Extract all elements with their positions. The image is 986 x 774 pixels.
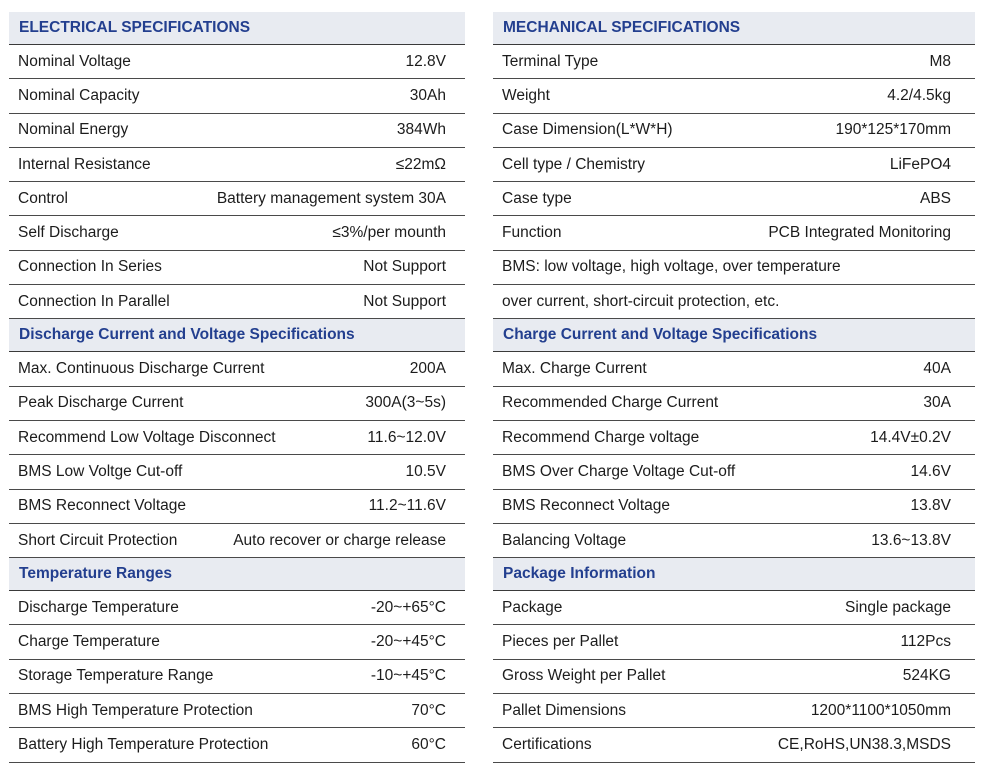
spec-label: Charge Temperature [18,633,160,651]
spec-row [9,216,465,250]
spec-value: -10~+45°C [370,667,446,685]
spec-value: 200A [409,360,446,378]
spec-value: 11.6~12.0V [367,428,446,446]
spec-value: 14.4V±0.2V [870,428,951,446]
spec-label: Package [502,598,563,616]
spec-row [493,79,975,113]
spec-value: 10.5V [405,462,446,480]
spec-row [9,45,465,79]
section-charge-current-and-voltage-specifications [493,319,975,558]
spec-value: -20~+45°C [370,633,446,651]
spec-row [493,387,975,421]
spec-value: 4.2/4.5kg [887,86,951,104]
spec-row [493,591,975,625]
spec-row [493,148,975,182]
spec-value: 11.2~11.6V [368,497,446,515]
spec-label: Max. Charge Current [502,360,647,378]
spec-label: Storage Temperature Range [18,667,214,685]
spec-row [493,524,975,558]
spec-value: PCB Integrated Monitoring [768,224,951,242]
spec-value: CE,RoHS,UN38.3,MSDS [777,735,951,753]
spec-row [9,114,465,148]
spec-label: Short Circuit Protection [18,531,178,549]
spec-value: 384Wh [396,121,446,139]
spec-label: Cell type / Chemistry [502,155,645,173]
spec-row [493,490,975,524]
spec-label: Gross Weight per Pallet [502,667,666,685]
spec-row [493,694,975,728]
spec-label: Certifications [502,735,592,753]
spec-label: Control [18,189,68,207]
spec-row [9,694,465,728]
spec-label: Battery High Temperature Protection [18,735,269,753]
spec-row [9,387,465,421]
spec-value: 190*125*170mm [835,121,951,139]
spec-label: Recommended Charge Current [502,394,719,412]
spec-row [9,455,465,489]
spec-row [493,455,975,489]
spec-row [493,285,975,319]
spec-value: 524KG [902,667,951,685]
spec-label: BMS High Temperature Protection [18,701,253,719]
spec-label: Terminal Type [502,52,599,70]
spec-value: Battery management system 30A [216,189,446,207]
spec-value: 40A [923,360,951,378]
spec-row [493,660,975,694]
spec-row [493,421,975,455]
spec-label: Connection In Parallel [18,292,170,310]
spec-row [9,148,465,182]
spec-value: Single package [845,598,951,616]
spec-label: Discharge Temperature [18,598,179,616]
spec-label: Pieces per Pallet [502,633,619,651]
section-header: Temperature Ranges [9,558,465,591]
spec-row [9,251,465,285]
spec-row [9,490,465,524]
section-header: Charge Current and Voltage Specifications [493,319,975,352]
left-spec-column [9,12,465,763]
spec-label: Internal Resistance [18,155,151,173]
spec-label: Nominal Voltage [18,52,131,70]
spec-value: Auto recover or charge release [233,531,446,549]
section-discharge-current-and-voltage-specifications [9,319,465,558]
spec-label: BMS Reconnect Voltage [18,497,187,515]
spec-value: 30Ah [409,86,446,104]
spec-value: 12.8V [405,52,446,70]
section-mechanical-specifications [493,12,975,319]
spec-label: Recommend Charge voltage [502,428,700,446]
spec-value: ABS [919,189,951,207]
spec-label: Nominal Energy [18,121,129,139]
spec-row [9,352,465,386]
spec-label: BMS Over Charge Voltage Cut-off [502,462,736,480]
spec-row [9,591,465,625]
spec-row [493,625,975,659]
section-header: MECHANICAL SPECIFICATIONS [493,12,975,45]
section-header: ELECTRICAL SPECIFICATIONS [9,12,465,45]
section-header: Discharge Current and Voltage Specifications [9,319,465,352]
spec-row [9,660,465,694]
spec-value: 60°C [411,735,446,753]
spec-label: BMS Reconnect Voltage [502,497,671,515]
section-temperature-ranges [9,558,465,762]
spec-label: over current, short-circuit protection, etc. [502,292,780,310]
spec-label: Case Dimension(L*W*H) [502,121,673,139]
spec-value: 13.8V [910,497,951,515]
spec-label: Max. Continuous Discharge Current [18,360,265,378]
spec-label: Recommend Low Voltage Disconnect [18,428,276,446]
spec-label: Connection In Series [18,258,162,276]
spec-value: 112Pcs [900,633,951,651]
spec-value: 300A(3~5s) [365,394,446,412]
spec-value: 13.6~13.8V [871,531,951,549]
spec-row [493,182,975,216]
spec-value: 1200*1100*1050mm [810,701,951,719]
spec-label: Peak Discharge Current [18,394,184,412]
spec-value: Not Support [363,292,446,310]
section-electrical-specifications [9,12,465,319]
spec-label: Function [502,224,562,242]
spec-row [493,251,975,285]
spec-label: BMS Low Voltge Cut-off [18,462,183,480]
spec-row [9,421,465,455]
spec-value: ≤22mΩ [395,155,446,173]
spec-value: ≤3%/per mounth [332,224,446,242]
spec-row [493,45,975,79]
right-spec-column [493,12,975,763]
spec-value: 70°C [411,701,446,719]
section-package-information [493,558,975,762]
spec-row [493,352,975,386]
spec-row [493,114,975,148]
spec-row [9,524,465,558]
spec-label: Nominal Capacity [18,86,140,104]
spec-value: 14.6V [910,462,951,480]
section-header: Package Information [493,558,975,591]
spec-row [493,728,975,762]
spec-label: Weight [502,86,550,104]
spec-row [9,79,465,113]
spec-value: M8 [929,52,951,70]
spec-row [493,216,975,250]
spec-label: Self Discharge [18,224,119,242]
spec-row [9,728,465,762]
spec-row [9,285,465,319]
spec-row [9,182,465,216]
spec-value: LiFePO4 [889,155,951,173]
spec-label: Case type [502,189,572,207]
spec-value: 30A [923,394,951,412]
spec-value: Not Support [363,258,446,276]
spec-label: Balancing Voltage [502,531,627,549]
spec-label: Pallet Dimensions [502,701,627,719]
spec-row [9,625,465,659]
spec-label: BMS: low voltage, high voltage, over temperature [502,258,841,276]
spec-value: -20~+65°C [370,598,446,616]
